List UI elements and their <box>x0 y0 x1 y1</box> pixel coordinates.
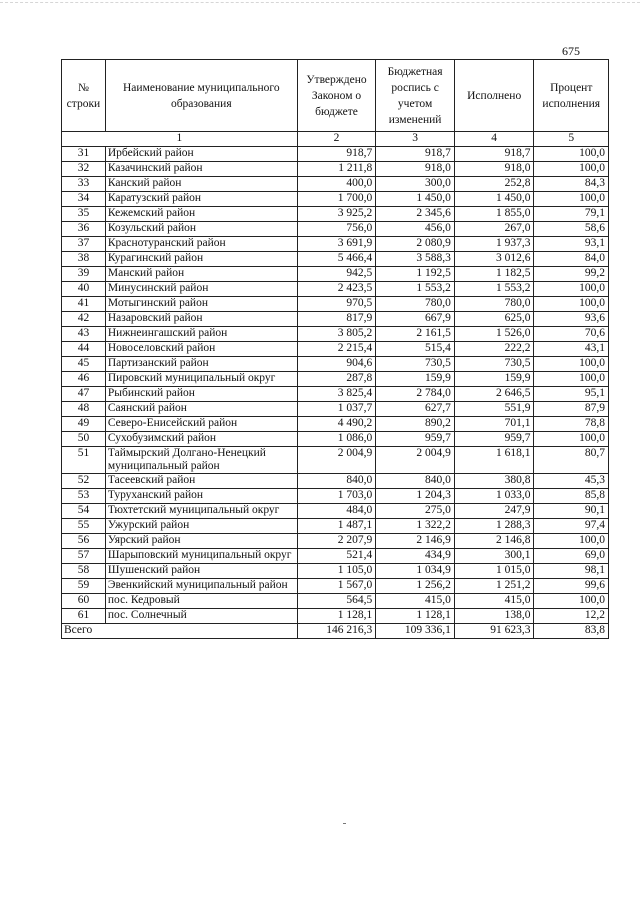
header-executed: Исполнено <box>454 60 534 132</box>
table-row <box>62 252 609 267</box>
header-approved: Утверждено Законом о бюджете <box>297 60 376 132</box>
approved-value: 3 691,9 <box>297 237 376 252</box>
municipality-name: пос. Кедровый <box>105 594 297 609</box>
header-row-number: № строки <box>62 60 106 132</box>
column-number: 5 <box>534 132 609 147</box>
municipality-name: Козульский район <box>105 222 297 237</box>
table-row <box>62 192 609 207</box>
percent-value: 79,1 <box>534 207 609 222</box>
budget-value: 730,5 <box>376 357 455 372</box>
executed-value: 780,0 <box>454 297 534 312</box>
header-percent: Процент исполнения <box>534 60 609 132</box>
executed-value: 222,2 <box>454 342 534 357</box>
total-executed: 91 623,3 <box>454 624 534 639</box>
percent-value: 45,3 <box>534 474 609 489</box>
percent-value: 84,3 <box>534 177 609 192</box>
approved-value: 521,4 <box>297 549 376 564</box>
approved-value: 3 825,4 <box>297 387 376 402</box>
budget-value: 2 161,5 <box>376 327 455 342</box>
budget-value: 627,7 <box>376 402 455 417</box>
percent-value: 99,6 <box>534 579 609 594</box>
budget-value: 456,0 <box>376 222 455 237</box>
percent-value: 85,8 <box>534 489 609 504</box>
municipality-name: Краснотуранский район <box>105 237 297 252</box>
budget-value: 918,0 <box>376 162 455 177</box>
budget-value: 780,0 <box>376 297 455 312</box>
budget-value: 515,4 <box>376 342 455 357</box>
percent-value: 93,1 <box>534 237 609 252</box>
percent-value: 99,2 <box>534 267 609 282</box>
approved-value: 3 805,2 <box>297 327 376 342</box>
municipality-name: Назаровский район <box>105 312 297 327</box>
executed-value: 918,0 <box>454 162 534 177</box>
municipality-name: Партизанский район <box>105 357 297 372</box>
table-row <box>62 342 609 357</box>
percent-value: 100,0 <box>534 192 609 207</box>
executed-value: 701,1 <box>454 417 534 432</box>
row-number: 43 <box>62 327 106 342</box>
row-number: 58 <box>62 564 106 579</box>
approved-value: 1 487,1 <box>297 519 376 534</box>
percent-value: 12,2 <box>534 609 609 624</box>
row-number: 38 <box>62 252 106 267</box>
table-row <box>62 504 609 519</box>
budget-value: 1 450,0 <box>376 192 455 207</box>
table-row <box>62 564 609 579</box>
approved-value: 904,6 <box>297 357 376 372</box>
budget-value: 1 256,2 <box>376 579 455 594</box>
row-number: 61 <box>62 609 106 624</box>
percent-value: 95,1 <box>534 387 609 402</box>
scan-mark <box>343 823 346 824</box>
percent-value: 100,0 <box>534 534 609 549</box>
total-approved: 146 216,3 <box>297 624 376 639</box>
executed-value: 247,9 <box>454 504 534 519</box>
municipality-name: пос. Солнечный <box>105 609 297 624</box>
header-budget-schedule: Бюджетная роспись с учетом изменений <box>376 60 455 132</box>
municipality-name: Уярский район <box>105 534 297 549</box>
executed-value: 1 526,0 <box>454 327 534 342</box>
municipality-name: Курагинский район <box>105 252 297 267</box>
total-percent: 83,8 <box>534 624 609 639</box>
approved-value: 1 700,0 <box>297 192 376 207</box>
table-row <box>62 282 609 297</box>
table-row <box>62 417 609 432</box>
budget-value: 3 588,3 <box>376 252 455 267</box>
approved-value: 2 004,9 <box>297 447 376 474</box>
table-row <box>62 489 609 504</box>
row-number: 47 <box>62 387 106 402</box>
header-municipality-name: Наименование муниципального образования <box>105 60 297 132</box>
percent-value: 78,8 <box>534 417 609 432</box>
column-numbers-row <box>62 132 609 147</box>
row-number: 50 <box>62 432 106 447</box>
budget-value: 1 128,1 <box>376 609 455 624</box>
column-number: 4 <box>454 132 534 147</box>
executed-value: 2 646,5 <box>454 387 534 402</box>
approved-value: 1 703,0 <box>297 489 376 504</box>
row-number: 42 <box>62 312 106 327</box>
executed-value: 138,0 <box>454 609 534 624</box>
row-number: 51 <box>62 447 106 474</box>
row-number: 54 <box>62 504 106 519</box>
budget-value: 1 034,9 <box>376 564 455 579</box>
approved-value: 3 925,2 <box>297 207 376 222</box>
row-number: 37 <box>62 237 106 252</box>
municipality-name: Канский район <box>105 177 297 192</box>
municipality-name: Ужурский район <box>105 519 297 534</box>
row-number: 48 <box>62 402 106 417</box>
municipality-name: Саянский район <box>105 402 297 417</box>
approved-value: 942,5 <box>297 267 376 282</box>
executed-value: 1 855,0 <box>454 207 534 222</box>
approved-value: 484,0 <box>297 504 376 519</box>
table-row <box>62 387 609 402</box>
row-number: 49 <box>62 417 106 432</box>
budget-value: 159,9 <box>376 372 455 387</box>
executed-value: 267,0 <box>454 222 534 237</box>
executed-value: 959,7 <box>454 432 534 447</box>
table-row <box>62 177 609 192</box>
total-budget: 109 336,1 <box>376 624 455 639</box>
table-row <box>62 609 609 624</box>
table-row <box>62 549 609 564</box>
row-number: 59 <box>62 579 106 594</box>
executed-value: 1 033,0 <box>454 489 534 504</box>
approved-value: 1 086,0 <box>297 432 376 447</box>
executed-value: 3 012,6 <box>454 252 534 267</box>
table-row <box>62 237 609 252</box>
table-row <box>62 327 609 342</box>
budget-value: 2 784,0 <box>376 387 455 402</box>
budget-value: 2 080,9 <box>376 237 455 252</box>
budget-value: 959,7 <box>376 432 455 447</box>
row-number: 34 <box>62 192 106 207</box>
budget-value: 890,2 <box>376 417 455 432</box>
municipality-name: Шарыповский муниципальный округ <box>105 549 297 564</box>
percent-value: 100,0 <box>534 147 609 162</box>
executed-value: 918,7 <box>454 147 534 162</box>
percent-value: 93,6 <box>534 312 609 327</box>
municipality-name: Шушенский район <box>105 564 297 579</box>
budget-value: 415,0 <box>376 594 455 609</box>
approved-value: 1 211,8 <box>297 162 376 177</box>
table-row <box>62 432 609 447</box>
municipality-name: Туруханский район <box>105 489 297 504</box>
table-row <box>62 594 609 609</box>
executed-value: 159,9 <box>454 372 534 387</box>
municipality-name: Минусинский район <box>105 282 297 297</box>
municipality-name: Таймырский Долгано-Ненецкий муниципальный район <box>105 447 297 474</box>
table-row <box>62 357 609 372</box>
budget-value: 840,0 <box>376 474 455 489</box>
budget-value: 918,7 <box>376 147 455 162</box>
row-number: 31 <box>62 147 106 162</box>
approved-value: 1 128,1 <box>297 609 376 624</box>
approved-value: 970,5 <box>297 297 376 312</box>
municipality-name: Казачинский район <box>105 162 297 177</box>
municipality-name: Рыбинский район <box>105 387 297 402</box>
municipality-name: Кежемский район <box>105 207 297 222</box>
table-row <box>62 147 609 162</box>
municipality-name: Ирбейский район <box>105 147 297 162</box>
row-number: 55 <box>62 519 106 534</box>
approved-value: 1 037,7 <box>297 402 376 417</box>
row-number: 41 <box>62 297 106 312</box>
municipality-name: Новоселовский район <box>105 342 297 357</box>
percent-value: 100,0 <box>534 432 609 447</box>
row-number: 53 <box>62 489 106 504</box>
table-row <box>62 534 609 549</box>
executed-value: 551,9 <box>454 402 534 417</box>
approved-value: 400,0 <box>297 177 376 192</box>
executed-value: 625,0 <box>454 312 534 327</box>
percent-value: 100,0 <box>534 372 609 387</box>
executed-value: 1 251,2 <box>454 579 534 594</box>
column-number: 3 <box>376 132 455 147</box>
executed-value: 380,8 <box>454 474 534 489</box>
percent-value: 80,7 <box>534 447 609 474</box>
percent-value: 90,1 <box>534 504 609 519</box>
budget-value: 1 322,2 <box>376 519 455 534</box>
column-number: 1 <box>62 132 298 147</box>
row-number: 45 <box>62 357 106 372</box>
executed-value: 1 015,0 <box>454 564 534 579</box>
table-header-row <box>62 60 609 132</box>
budget-value: 1 192,5 <box>376 267 455 282</box>
budget-value: 2 004,9 <box>376 447 455 474</box>
municipality-name: Мотыгинский район <box>105 297 297 312</box>
percent-value: 69,0 <box>534 549 609 564</box>
scan-top-edge <box>0 2 640 4</box>
row-number: 52 <box>62 474 106 489</box>
table-row <box>62 297 609 312</box>
budget-value: 434,9 <box>376 549 455 564</box>
executed-value: 1 553,2 <box>454 282 534 297</box>
approved-value: 817,9 <box>297 312 376 327</box>
municipality-name: Каратузский район <box>105 192 297 207</box>
percent-value: 100,0 <box>534 594 609 609</box>
table-row <box>62 267 609 282</box>
percent-value: 100,0 <box>534 162 609 177</box>
approved-value: 564,5 <box>297 594 376 609</box>
approved-value: 287,8 <box>297 372 376 387</box>
executed-value: 300,1 <box>454 549 534 564</box>
table-row <box>62 402 609 417</box>
executed-value: 1 288,3 <box>454 519 534 534</box>
executed-value: 1 182,5 <box>454 267 534 282</box>
municipality-name: Эвенкийский муниципальный район <box>105 579 297 594</box>
percent-value: 100,0 <box>534 297 609 312</box>
approved-value: 1 567,0 <box>297 579 376 594</box>
municipality-name: Северо-Енисейский район <box>105 417 297 432</box>
row-number: 60 <box>62 594 106 609</box>
table-row <box>62 372 609 387</box>
total-label: Всего <box>62 624 298 639</box>
approved-value: 1 105,0 <box>297 564 376 579</box>
table-row <box>62 474 609 489</box>
budget-value: 275,0 <box>376 504 455 519</box>
percent-value: 100,0 <box>534 357 609 372</box>
percent-value: 98,1 <box>534 564 609 579</box>
percent-value: 43,1 <box>534 342 609 357</box>
municipality-name: Пировский муниципальный округ <box>105 372 297 387</box>
page-number: 675 <box>562 44 580 58</box>
executed-value: 1 450,0 <box>454 192 534 207</box>
table-row <box>62 447 609 474</box>
budget-value: 1 553,2 <box>376 282 455 297</box>
municipality-name: Нижнеингашский район <box>105 327 297 342</box>
row-number: 57 <box>62 549 106 564</box>
row-number: 44 <box>62 342 106 357</box>
table-row <box>62 519 609 534</box>
percent-value: 97,4 <box>534 519 609 534</box>
executed-value: 730,5 <box>454 357 534 372</box>
approved-value: 2 207,9 <box>297 534 376 549</box>
approved-value: 918,7 <box>297 147 376 162</box>
municipality-name: Тасеевский район <box>105 474 297 489</box>
executed-value: 415,0 <box>454 594 534 609</box>
percent-value: 100,0 <box>534 282 609 297</box>
row-number: 33 <box>62 177 106 192</box>
municipality-name: Тюхтетский муниципальный округ <box>105 504 297 519</box>
executed-value: 1 937,3 <box>454 237 534 252</box>
table-row <box>62 207 609 222</box>
budget-value: 2 345,6 <box>376 207 455 222</box>
row-number: 46 <box>62 372 106 387</box>
budget-value: 2 146,9 <box>376 534 455 549</box>
executed-value: 2 146,8 <box>454 534 534 549</box>
percent-value: 84,0 <box>534 252 609 267</box>
executed-value: 1 618,1 <box>454 447 534 474</box>
total-row <box>62 624 609 639</box>
executed-value: 252,8 <box>454 177 534 192</box>
row-number: 56 <box>62 534 106 549</box>
approved-value: 2 423,5 <box>297 282 376 297</box>
row-number: 32 <box>62 162 106 177</box>
table-row <box>62 579 609 594</box>
approved-value: 5 466,4 <box>297 252 376 267</box>
municipality-name: Сухобузимский район <box>105 432 297 447</box>
table-row <box>62 162 609 177</box>
table-row <box>62 222 609 237</box>
percent-value: 70,6 <box>534 327 609 342</box>
row-number: 39 <box>62 267 106 282</box>
percent-value: 58,6 <box>534 222 609 237</box>
row-number: 35 <box>62 207 106 222</box>
approved-value: 4 490,2 <box>297 417 376 432</box>
budget-value: 667,9 <box>376 312 455 327</box>
row-number: 40 <box>62 282 106 297</box>
budget-value: 300,0 <box>376 177 455 192</box>
table-row <box>62 312 609 327</box>
column-number: 2 <box>297 132 376 147</box>
approved-value: 2 215,4 <box>297 342 376 357</box>
percent-value: 87,9 <box>534 402 609 417</box>
row-number: 36 <box>62 222 106 237</box>
budget-execution-table <box>61 59 609 639</box>
municipality-name: Манский район <box>105 267 297 282</box>
approved-value: 840,0 <box>297 474 376 489</box>
approved-value: 756,0 <box>297 222 376 237</box>
budget-value: 1 204,3 <box>376 489 455 504</box>
